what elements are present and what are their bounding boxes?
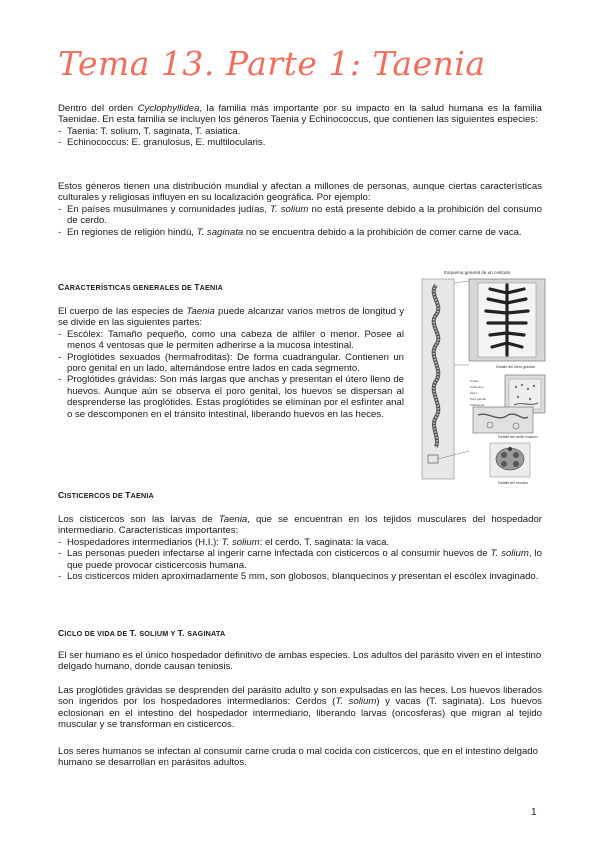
figure-small-label: Vitelógena bbox=[470, 403, 485, 407]
body-parts-list bbox=[58, 329, 404, 420]
cysticerci-section bbox=[58, 514, 542, 582]
figure-label-bottom: Detalle del escólex bbox=[498, 481, 529, 485]
list-item: - En regiones de religión hindú, T. saginata no se encuentra debido a la prohibición de comer carne de vaca. bbox=[58, 227, 542, 238]
page-title: Tema 13. Parte 1: Taenia bbox=[58, 44, 486, 83]
figure-small-label: Testículos bbox=[470, 385, 484, 389]
characteristics-section bbox=[58, 306, 404, 420]
list-item: - Escólex: Tamaño pequeño, como una cabeza de alfiler o menor. Posee al menos 4 ventosas que le permiten adherirse a la mucosa intestinal. bbox=[58, 329, 404, 352]
cysticerci-paragraph: Los cisticercos son las larvas de Taenia, que se encuentran en los tejidos musculares del hospedador intermediario. Características importantes: bbox=[58, 514, 543, 537]
figure-small-label: Poro genital bbox=[470, 397, 487, 401]
life-cycle-paragraph-2: Las proglótides grávidas se desprenden del parásito adulto y son expulsadas en las heces. Los huevos liberados son ingeridos por los hospedadores intermediarios: Cerdos (T. solium) y vacas (T. saginata). Los huevos eclosionan en el intestino del hospedador intermediario, liberando larvas (oncosferas) que migran al tejido muscular y se transforman en cisticercos. bbox=[58, 685, 542, 731]
list-item: - Taenia: T. solium, T. saginata, T. asiatica. bbox=[58, 126, 542, 137]
figure-title: Esquema general de un cestodo bbox=[444, 270, 511, 275]
figure-label-top: Detalle del útero grávido bbox=[496, 365, 535, 369]
figure-small-label: Útero bbox=[470, 391, 478, 395]
page-number: 1 bbox=[531, 807, 537, 818]
list-item: - Proglótides sexuados (hermafroditas): De forma cuadrangular. Contienen un poro genital en un lado, alternándose entre lados en cada segmento. bbox=[58, 352, 404, 375]
life-cycle-paragraph-3: Los seres humanos se infectan al consumir carne cruda o mal cocida con cisticercos, que en el intestino delgado humano se desarrollan en parásitos adultos. bbox=[58, 746, 538, 769]
intro-paragraph-2: Estos géneros tienen una distribución mundial y afectan a millones de personas, aunque ciertas características culturales y religiosas influyen en su localización geográfica. Por ejemplo: bbox=[58, 181, 542, 204]
cysticerci-list bbox=[58, 537, 542, 583]
list-item: - Echinococcus: E. granulosus, E. multilocularis. bbox=[58, 137, 542, 148]
section-heading-characteristics: CARACTERÍSTICAS GENERALES DE TAENIA bbox=[58, 282, 224, 292]
list-item: - Proglótides grávidas: Son más largas que anchas y presentan el útero lleno de huevos. Aunque aún se observa el poro genital, los huevos se dispersan al desprenderse las proglótides. Estas proglótides se eliminan por el esfínter anal o se descomponen en el tránsito intestinal, liberando huevos en las heces. bbox=[58, 374, 404, 420]
list-item: - Las personas pueden infectarse al ingerir carne infectada con cisticercos o al consumir huevos de T. solium, lo que puede provocar cisticercosis humana. bbox=[58, 548, 542, 571]
intro-section bbox=[58, 103, 542, 149]
characteristics-paragraph: El cuerpo de las especies de Taenia puede alcanzar varios metros de longitud y se divide en las siguientes partes: bbox=[58, 306, 404, 329]
distribution-list bbox=[58, 204, 542, 238]
genus-list bbox=[58, 126, 542, 149]
figure-small-label: Ovario bbox=[470, 379, 479, 383]
life-cycle-paragraph-1: El ser humano es el único hospedador definitivo de ambas especies. Los adultos del parásito viven en el intestino delgado humano, donde causan teniosis. bbox=[58, 650, 542, 673]
cestode-diagram bbox=[418, 265, 549, 487]
section-heading-life-cycle: CICLO DE VIDA DE T. SOLIUM Y T. SAGINATA bbox=[58, 628, 226, 638]
list-item: - Los cisticercos miden aproximadamente 5 mm, son globosos, blanquecinos y presentan el escólex invaginado. bbox=[58, 571, 542, 582]
list-item: - Hospedadores intermediarios (H.I.): T. solium: el cerdo. T. saginata: la vaca. bbox=[58, 537, 542, 548]
list-item: - En países musulmanes y comunidades judías, T. solium no está presente debido a la prohibición del consumo de cerdo. bbox=[58, 204, 542, 227]
intro-paragraph-1: Dentro del orden Cyclophyllidea, la familia más importante por su impacto en la salud humana es la familia Taenidae. En esta familia se incluyen los géneros Taenia y Echinococcus, que contienen las siguientes especies: bbox=[58, 103, 542, 126]
section-heading-cysticerci: CISTICERCOS DE TAENIA bbox=[58, 490, 154, 500]
figure-label-mid: Detalle del anillo maduro bbox=[498, 435, 538, 439]
intro-section-2 bbox=[58, 181, 542, 238]
